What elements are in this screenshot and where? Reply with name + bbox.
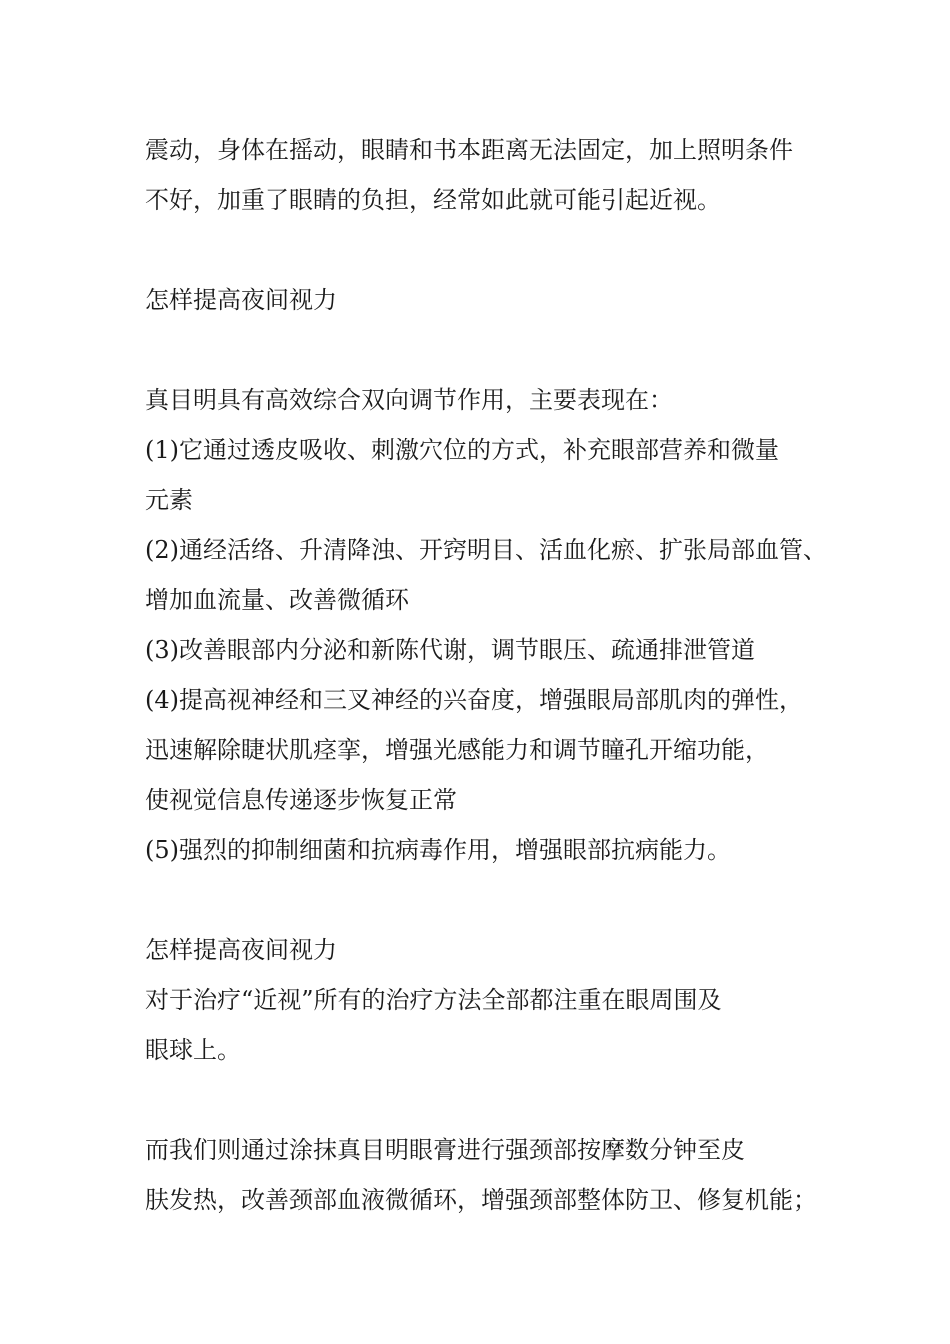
list-item: (1)它通过透皮吸收、刺激穴位的方式，补充眼部营养和微量: [145, 436, 779, 464]
text-line: 使视觉信息传递逐步恢复正常: [145, 786, 457, 814]
list-item: (4)提高视神经和三叉神经的兴奋度，增强眼局部肌肉的弹性，: [145, 686, 803, 714]
text-line: 真目明具有高效综合双向调节作用，主要表现在：: [145, 386, 673, 414]
text-line: 元素: [145, 486, 193, 514]
list-item: (2)通经活络、升清降浊、开窍明目、活血化瘀、扩张局部血管、: [145, 536, 827, 564]
section-heading: 怎样提高夜间视力: [145, 936, 337, 964]
text-line: 而我们则通过涂抹真目明眼膏进行强颈部按摩数分钟至皮: [145, 1136, 745, 1164]
text-line: 增加血流量、改善微循环: [145, 586, 409, 614]
text-line: 迅速解除睫状肌痉挛，增强光感能力和调节瞳孔开缩功能，: [145, 736, 769, 764]
text-line: 震动，身体在摇动，眼睛和书本距离无法固定，加上照明条件: [145, 136, 793, 164]
list-item: (3)改善眼部内分泌和新陈代谢，调节眼压、疏通排泄管道: [145, 636, 755, 664]
text-line: 不好，加重了眼睛的负担，经常如此就可能引起近视。: [145, 186, 721, 214]
section-heading: 怎样提高夜间视力: [145, 286, 337, 314]
list-item: (5)强烈的抑制细菌和抗病毒作用，增强眼部抗病能力。: [145, 836, 731, 864]
text-line: 眼球上。: [145, 1036, 241, 1064]
text-line: 肤发热，改善颈部血液微循环，增强颈部整体防卫、修复机能；: [145, 1186, 817, 1214]
text-line: 对于治疗“近视”所有的治疗方法全部都注重在眼周围及: [145, 986, 722, 1014]
